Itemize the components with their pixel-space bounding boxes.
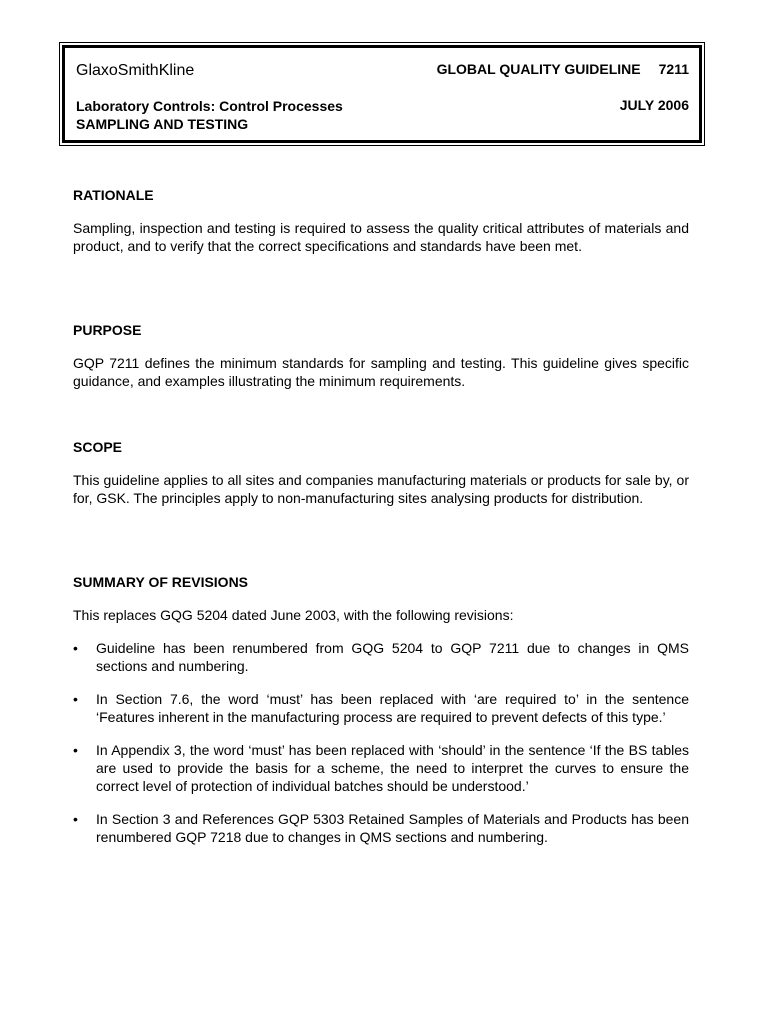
document-subtitle: [76, 97, 343, 133]
list-item: [73, 639, 689, 675]
section-summary-of-revisions: [73, 573, 689, 861]
revision-text: In Section 3 and References GQP 5303 Retained Samples of Materials and Products has been renumbered GQP 7218 due to changes in QMS sections and numbering.: [96, 811, 689, 845]
guideline-number: 7211: [658, 61, 689, 77]
revisions-intro: This replaces GQG 5204 dated June 2003, with the following revisions:: [73, 607, 514, 623]
revision-text: In Section 7.6, the word ‘must’ has been replaced with ‘are required to’ in the sentence ‘Features inherent in the manufacturing process are required to prevent defects of this type.’: [96, 691, 689, 725]
bullet-icon: •: [73, 691, 78, 707]
list-item: [73, 810, 689, 846]
guideline-label: GLOBAL QUALITY GUIDELINE: [436, 61, 641, 77]
document-header: [62, 45, 702, 143]
section-purpose: [73, 321, 689, 390]
section-heading: SCOPE: [73, 439, 123, 455]
section-paragraph: GQP 7211 defines the minimum standards for sampling and testing. This guideline gives specific guidance, and examples illustrating the minimum requirements.: [73, 355, 689, 389]
section-heading: PURPOSE: [73, 322, 142, 338]
subtitle-line-1: Laboratory Controls: Control Processes: [76, 98, 343, 114]
section-paragraph: Sampling, inspection and testing is required to assess the quality critical attributes of materials and product, and to verify that the correct specifications and standards have been met.: [73, 220, 689, 254]
section-heading: SUMMARY OF REVISIONS: [73, 574, 249, 590]
section-scope: [73, 438, 689, 507]
section-rationale: [73, 186, 689, 255]
list-item: [73, 741, 689, 795]
bullet-icon: •: [73, 811, 78, 827]
subtitle-line-2: SAMPLING AND TESTING: [76, 116, 249, 132]
bullet-icon: •: [73, 742, 78, 758]
section-heading: RATIONALE: [73, 187, 154, 203]
bullet-icon: •: [73, 640, 78, 656]
guideline-title: [437, 61, 689, 77]
revision-text: In Appendix 3, the word ‘must’ has been replaced with ‘should’ in the sentence ‘If the BS tables are used to provide the basis for a scheme, the need to interpret the curves to ensure the correct level of protection of individual batches should be understood.’: [96, 742, 689, 794]
revision-text: Guideline has been renumbered from GQG 5204 to GQP 7211 due to changes in QMS sections and numbering.: [96, 640, 689, 674]
section-paragraph: This guideline applies to all sites and companies manufacturing materials or products for sale by, or for, GSK. The principles apply to non-manufacturing sites analysing products for distribution.: [73, 472, 689, 506]
company-name: GlaxoSmithKline: [76, 62, 195, 79]
revisions-list: [73, 639, 689, 846]
document-date: JULY 2006: [619, 97, 689, 113]
list-item: [73, 690, 689, 726]
